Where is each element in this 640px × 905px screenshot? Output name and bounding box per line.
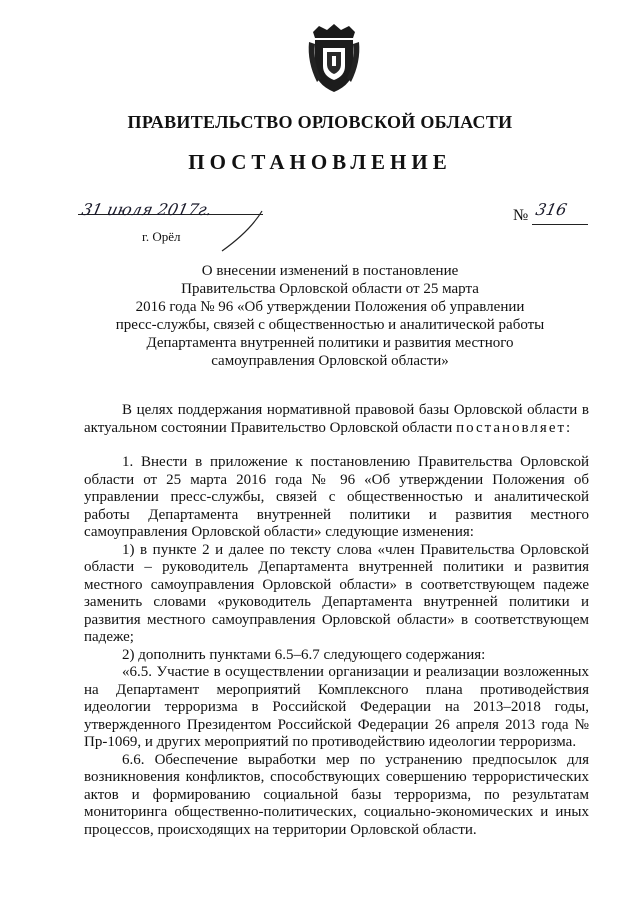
pen-stroke-icon — [200, 205, 280, 255]
title-line: Правительства Орловской области от 25 марта — [181, 281, 479, 297]
paragraph-item-1: 1. Внести в приложение к постановлению Правительства Орловской области от 25 марта 2016 года № 96 «Об утверждении Положения об управлении пресс-службы, связей с общественностью и аналитической работы Департамента внутренней политики и развития местного самоуправления Орловской области» следующие изменения: — [84, 454, 589, 540]
number-label: № — [513, 207, 529, 224]
title-line: пресс-службы, связей с общественностью и аналитической работы — [115, 317, 545, 333]
city-label: г. Орёл — [142, 229, 181, 244]
number-underline — [532, 224, 588, 225]
handwritten-number: 316 — [533, 200, 569, 219]
clause-6-5: «6.5. Участие в осуществлении организации и реализации возложенных на Департамент мероприятий Комплексного плана противодействия идеологии терроризма в Российской Федерации на 2013–2018 годы, утвержденного Президентом Российской Федерации 26 апреля 2013 года № Пр-1069, и других мероприятий по противодействию идеологии терроризма. — [84, 664, 589, 750]
title-line: Департамента внутренней политики и развития местного — [146, 335, 514, 351]
preamble-paragraph — [84, 402, 589, 437]
clause-6-6: 6.6. Обеспечение выработки мер по устранению предпосылок для возникновения конфликтов, способствующих совершению террористических актов и формированию социальной базы терроризма, по результатам мониторинга общественно-политических, социально-экономических и иных процессов, происходящих на территории Орловской области. — [84, 751, 589, 838]
document-type: ПОСТАНОВЛЕНИЕ — [188, 150, 452, 174]
title-line: О внесении изменений в постановление — [201, 263, 459, 279]
subitem-2: 2) дополнить пунктами 6.5–6.7 следующего содержания: — [122, 646, 486, 663]
coat-of-arms-icon — [305, 22, 363, 94]
document-title — [110, 262, 550, 370]
document-body — [84, 402, 589, 839]
handwritten-date: 31 июля 2017г. — [79, 200, 214, 219]
subitem-1: 1) в пункте 2 и далее по тексту слова «член Правительства Орловской области – руководитель Департамента внутренней политики и развития местного самоуправления Орловской области» в соответствующем падеже заменить словами «руководитель Департамента внутренней политики и развития местного самоуправления Орловской области» в соответствующем падеже; — [84, 541, 589, 645]
preamble-text: В целях поддержания нормативной правовой базы Орловской области в актуальном состоянии Правительство Орловской области — [84, 402, 589, 436]
decree-word: постановляет: — [456, 419, 573, 436]
title-line: самоуправления Орловской области» — [211, 353, 449, 369]
title-line: 2016 года № 96 «Об утверждении Положения об управлении — [135, 299, 525, 315]
organization-name: ПРАВИТЕЛЬСТВО ОРЛОВСКОЙ ОБЛАСТИ — [127, 112, 513, 132]
